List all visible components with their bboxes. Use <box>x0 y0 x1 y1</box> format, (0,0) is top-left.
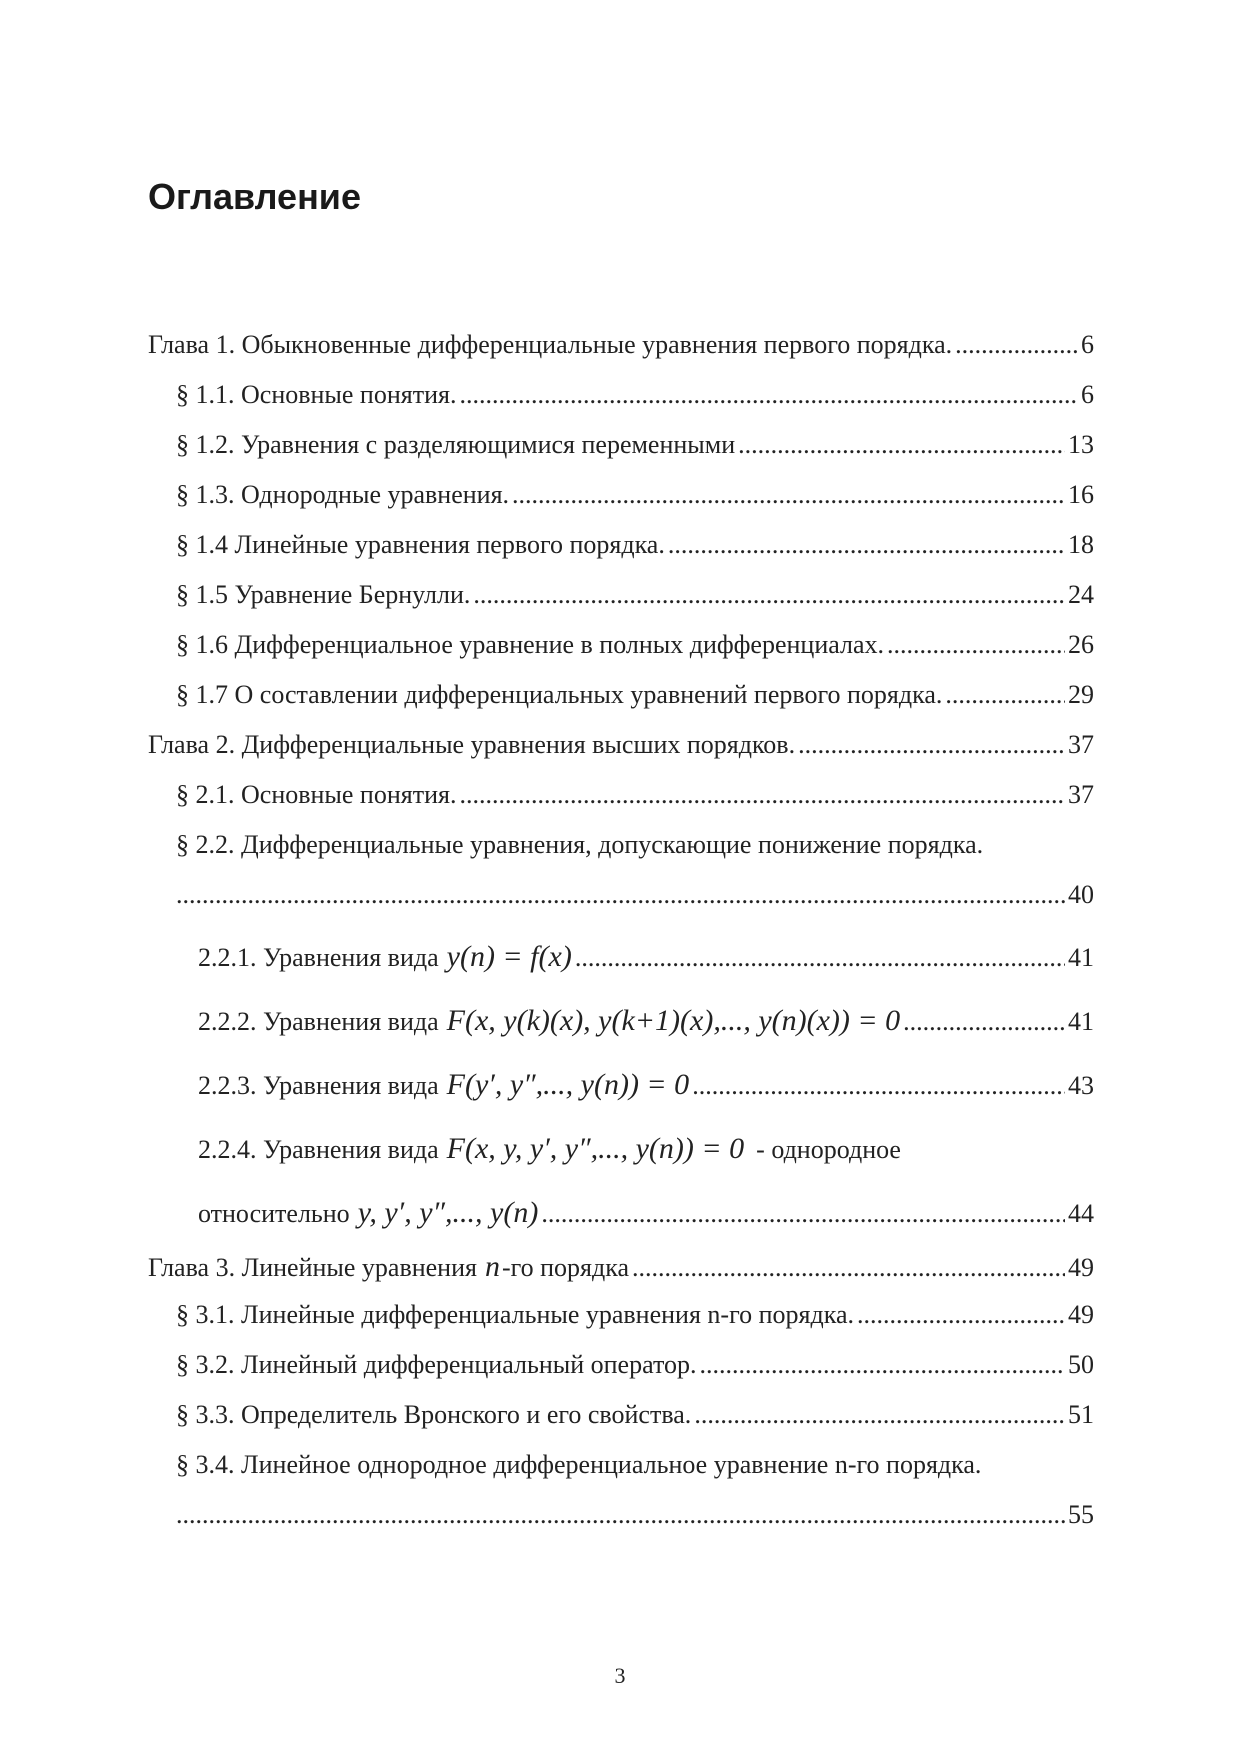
toc-entry-page: 24 <box>1068 580 1094 609</box>
toc-entry-2-2-2[interactable] <box>198 1006 1094 1036</box>
toc-entry-title: § 1.4 Линейные уравнения первого порядка. <box>176 530 665 559</box>
toc-entry-1-7[interactable] <box>176 682 1094 708</box>
toc-entry-1-1[interactable] <box>176 382 1094 408</box>
toc-entry-1-3[interactable] <box>176 482 1094 508</box>
toc-entry-title: Глава 2. Дифференциальные уравнения высших порядков. <box>148 730 796 759</box>
formula: y, y′, y″,..., y(n) <box>357 1196 539 1229</box>
toc-entry-chapter-2[interactable] <box>148 732 1094 758</box>
toc-entry-continuation: относительно <box>198 1199 350 1228</box>
toc-entry-title: § 1.6 Дифференциальное уравнение в полных дифференциалах. <box>176 630 885 659</box>
leader-dots <box>738 432 1065 458</box>
leader-dots <box>459 382 1078 408</box>
leader-dots <box>632 1255 1065 1281</box>
toc-entry-page: 6 <box>1081 330 1094 359</box>
toc-entry-title: § 3.4. Линейное однородное дифференциальное уравнение n-го порядка. <box>176 1450 982 1479</box>
leader-dots <box>692 1073 1065 1099</box>
toc-entry-title: § 1.1. Основные понятия. <box>176 380 457 409</box>
leader-dots <box>541 1201 1065 1227</box>
toc-entry-1-6[interactable] <box>176 632 1094 658</box>
toc-entry-page: 16 <box>1068 480 1094 509</box>
toc-entry-2-1[interactable] <box>176 782 1094 808</box>
formula: F(x, y(k)(x), y(k+1)(x),..., y(n)(x)) = 0 <box>446 1004 901 1037</box>
leader-dots <box>694 1402 1065 1428</box>
toc-entry-1-5[interactable] <box>176 582 1094 608</box>
leader-dots <box>176 882 1065 908</box>
toc-entry-3-3[interactable] <box>176 1402 1094 1428</box>
toc-entry-2-2-3[interactable] <box>198 1070 1094 1100</box>
toc-entry-title: § 3.2. Линейный дифференциальный оператор. <box>176 1350 697 1379</box>
toc-entry-page: 43 <box>1068 1071 1094 1100</box>
toc-entry-page: 41 <box>1068 943 1094 972</box>
page-number: 3 <box>614 1663 626 1688</box>
leader-dots <box>668 532 1065 558</box>
toc-entry-title: § 3.1. Линейные дифференциальные уравнения n-го порядка. <box>176 1300 854 1329</box>
toc-entry-title: § 3.3. Определитель Вронского и его свойства. <box>176 1400 692 1429</box>
toc-entry-page: 29 <box>1068 680 1094 709</box>
toc-entry-title: § 2.2. Дифференциальные уравнения, допускающие понижение порядка. <box>176 830 984 859</box>
toc-entry-suffix: - однородное <box>756 1135 901 1164</box>
toc-entry-title: 2.2.1. Уравнения вида <box>198 943 439 972</box>
formula: y(n) = f(x) <box>446 940 572 973</box>
toc-entry-page: 49 <box>1068 1300 1094 1329</box>
toc-entry-page: 13 <box>1068 430 1094 459</box>
page-heading: Оглавление <box>148 176 361 217</box>
leader-dots <box>945 682 1065 708</box>
toc-entry-page: 6 <box>1081 380 1094 409</box>
toc-entry-chapter-3[interactable] <box>148 1252 1094 1282</box>
leader-dots <box>699 1352 1065 1378</box>
leader-dots <box>473 582 1065 608</box>
toc-entry-title: Глава 3. Линейные уравнения <box>148 1253 477 1282</box>
toc-entry-page: 41 <box>1068 1007 1094 1036</box>
leader-dots <box>575 945 1065 971</box>
toc-entry-title: 2.2.4. Уравнения вида <box>198 1135 439 1164</box>
toc-entry-2-2-4-leader[interactable] <box>198 1198 1094 1228</box>
toc-entry-chapter-1[interactable] <box>148 332 1094 358</box>
leader-dots <box>798 732 1065 758</box>
toc-entry-1-2[interactable] <box>176 432 1094 458</box>
toc-entry-title: § 1.5 Уравнение Бернулли. <box>176 580 471 609</box>
toc-entry-title: Глава 1. Обыкновенные дифференциальные уравнения первого порядка. <box>148 330 953 359</box>
leader-dots <box>512 482 1065 508</box>
toc-entry-3-4-leader[interactable] <box>176 1502 1094 1528</box>
toc-entry-title: 2.2.3. Уравнения вида <box>198 1071 439 1100</box>
toc-entry-page: 49 <box>1068 1253 1094 1282</box>
toc-entry-page: 51 <box>1068 1400 1094 1429</box>
toc-entry-2-2-4-title[interactable] <box>198 1134 1094 1164</box>
toc-entry-suffix: -го порядка <box>501 1253 630 1282</box>
leader-dots <box>857 1302 1065 1328</box>
toc-entry-2-2-1[interactable] <box>198 942 1094 972</box>
toc-entry-page: 55 <box>1068 1500 1094 1529</box>
toc-entry-page: 37 <box>1068 730 1094 759</box>
toc-entry-title: § 1.7 О составлении дифференциальных уравнений первого порядка. <box>176 680 943 709</box>
toc-entry-2-2-title[interactable] <box>176 832 1094 858</box>
toc-entry-3-2[interactable] <box>176 1352 1094 1378</box>
toc-entry-1-4[interactable] <box>176 532 1094 558</box>
formula: F(y′, y″,..., y(n)) = 0 <box>446 1068 690 1101</box>
toc-entry-3-1[interactable] <box>176 1302 1094 1328</box>
toc-entry-page: 37 <box>1068 780 1094 809</box>
leader-dots <box>459 782 1065 808</box>
toc-entry-2-2-leader[interactable] <box>176 882 1094 908</box>
leader-dots <box>955 332 1078 358</box>
toc-entry-page: 40 <box>1068 880 1094 909</box>
toc-entry-page: 26 <box>1068 630 1094 659</box>
toc-entry-page: 50 <box>1068 1350 1094 1379</box>
leader-dots <box>176 1502 1065 1528</box>
leader-dots <box>903 1009 1065 1035</box>
formula: n <box>484 1250 500 1283</box>
toc-entry-page: 44 <box>1068 1199 1094 1228</box>
toc-entry-title: § 1.2. Уравнения с разделяющимися переменными <box>176 430 736 459</box>
toc-entry-title: § 2.1. Основные понятия. <box>176 780 457 809</box>
toc-entry-title: § 1.3. Однородные уравнения. <box>176 480 510 509</box>
leader-dots <box>887 632 1065 658</box>
formula: F(x, y, y′, y″,..., y(n)) = 0 <box>446 1132 745 1165</box>
toc-entry-3-4-title[interactable] <box>176 1452 1094 1478</box>
toc-entry-page: 18 <box>1068 530 1094 559</box>
toc-entry-title: 2.2.2. Уравнения вида <box>198 1007 439 1036</box>
